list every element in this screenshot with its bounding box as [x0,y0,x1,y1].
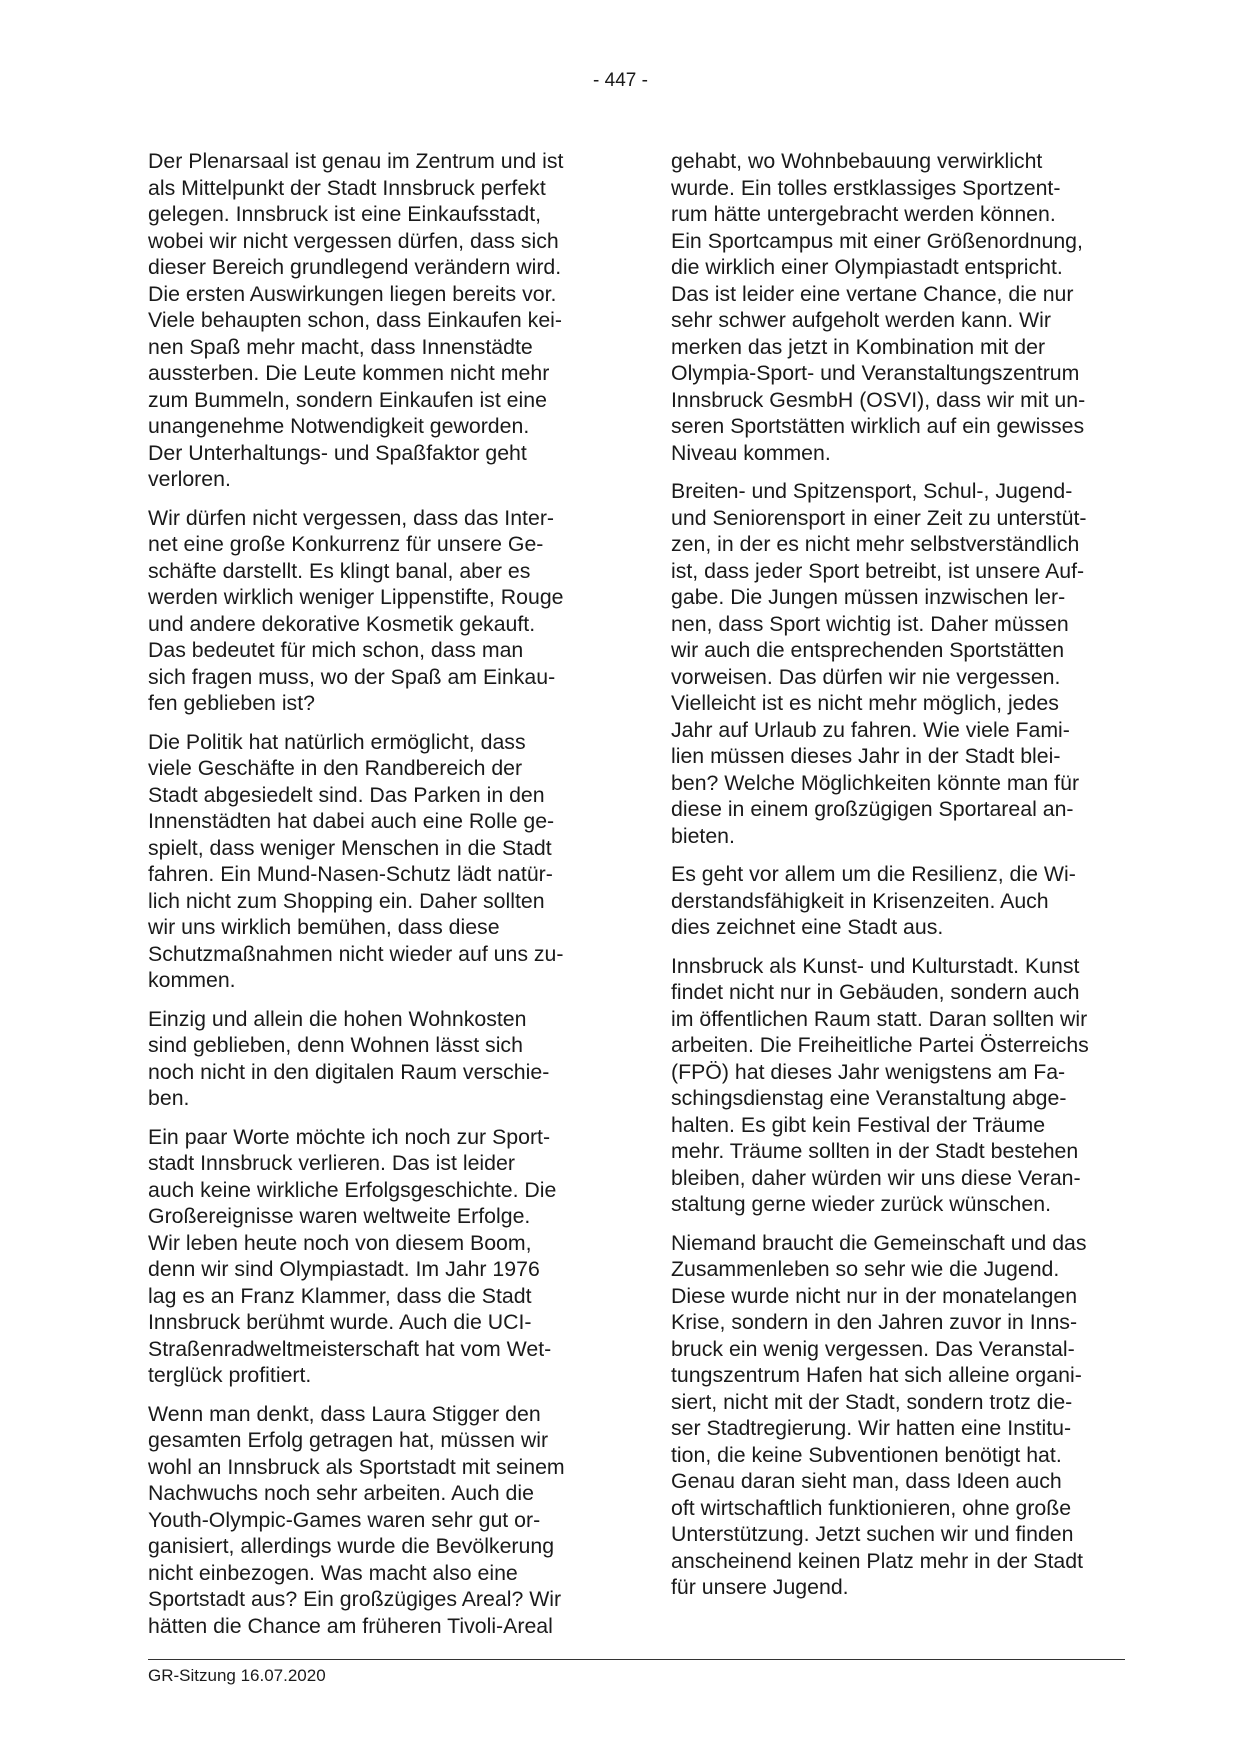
paragraph: Es geht vor allem um die Resilienz, die Wi- derstandsfähigkeit in Krisenzeiten. Auch dies zeichnet eine Stadt aus. [671,862,1076,939]
paragraph: Einzig und allein die hohen Wohnkosten sind geblieben, denn Wohnen lässt sich noch nicht in den digitalen Raum verschie- ben. [148,1006,550,1110]
paragraph: Die Politik hat natürlich ermöglicht, dass viele Geschäfte in den Randbereich der Stadt abgesiedelt sind. Das Parken in den Innenstädten hat dabei auch eine Rolle ge- spielt, dass weniger Menschen in die Stadt fahren. Ein Mund-Nasen-Schutz lädt natür- lich nicht zum Shopping ein. Daher sollten wir uns wirklich bemühen, dass diese Schutzmaßnahmen nicht wieder auf uns zu- kommen. [148,729,564,992]
paragraph: Niemand braucht die Gemeinschaft und das Zusammenleben so sehr wie die Jugend. Diese wurde nicht nur in der monatelangen Krise, sondern in den Jahren zuvor in Inns- bruck ein wenig vergessen. Das Veranstal- tungszentrum Hafen hat sich alleine organi- siert, nicht mit der Stadt, sondern trotz die- ser Stadtregierung. Wir hatten eine Institu- tion, die keine Subventionen benötigt hat. Genau daran sieht man, dass Ideen auch oft wirtschaftlich funktionieren, ohne große Unterstützung. Jetzt suchen wir und finden anscheinend keinen Platz mehr in der Stadt für unsere Jugend. [671,1230,1087,1599]
page-number: - 447 - [593,70,648,91]
left-column [148,148,603,1651]
paragraph: Innsbruck als Kunst- und Kulturstadt. Kunst findet nicht nur in Gebäuden, sondern auch im öffentlichen Raum statt. Daran sollten wir arbeiten. Die Freiheitliche Partei Österreichs (FPÖ) hat dieses Jahr wenigstens am Fa- schingsdienstag eine Veranstaltung abge- halten. Es gibt kein Festival der Träume mehr. Träume sollten in der Stadt bestehen bleiben, daher würden wir uns diese Veran- staltung gerne wieder zurück wünschen. [671,953,1089,1216]
footer-divider [148,1659,1125,1660]
footer-session-date: GR-Sitzung 16.07.2020 [148,1666,326,1685]
paragraph: Der Plenarsaal ist genau im Zentrum und ist als Mittelpunkt der Stadt Innsbruck perfekt gelegen. Innsbruck ist eine Einkaufsstadt, wobei wir nicht vergessen dürfen, dass sich dieser Bereich grundlegend verändern wird. Die ersten Auswirkungen liegen bereits vor. Viele behaupten schon, dass Einkaufen kei- nen Spaß mehr macht, dass Innenstädte aussterben. Die Leute kommen nicht mehr zum Bummeln, sondern Einkaufen ist eine unangenehme Notwendigkeit geworden. Der Unterhaltungs- und Spaßfaktor geht verloren. [148,149,564,491]
paragraph: Ein paar Worte möchte ich noch zur Sport- stadt Innsbruck verlieren. Das ist leider auch keine wirkliche Erfolgsgeschichte. Die Großereignisse waren weltweite Erfolge. Wir leben heute noch von diesem Boom, denn wir sind Olympiastadt. Im Jahr 1976 lag es an Franz Klammer, dass die Stadt Innsbruck berühmt wurde. Auch die UCI- Straßenradweltmeisterschaft hat vom Wet- terglück profitiert. [148,1124,557,1387]
right-column [671,148,1126,1613]
paragraph: Wenn man denkt, dass Laura Stigger den gesamten Erfolg getragen hat, müssen wir wohl an Innsbruck als Sportstadt mit seinem Nachwuchs noch sehr arbeiten. Auch die Youth-Olympic-Games waren sehr gut or- ganisiert, allerdings wurde die Bevölkerung nicht einbezogen. Was macht also eine Sportstadt aus? Ein großzügiges Areal? Wir hätten die Chance am früheren Tivoli-Areal [148,1401,565,1638]
paragraph: gehabt, wo Wohnbebauung verwirklicht wurde. Ein tolles erstklassiges Sportzent- rum hätte untergebracht werden können. Ein Sportcampus mit einer Größenordnung, die wirklich einer Olympiastadt entspricht. Das ist leider eine vertane Chance, die nur sehr schwer aufgeholt werden kann. Wir merken das jetzt in Kombination mit der Olympia-Sport- und Veranstaltungszentrum Innsbruck GesmbH (OSVI), dass wir mit un- seren Sportstätten wirklich auf ein gewisses Niveau kommen. [671,149,1086,465]
paragraph: Wir dürfen nicht vergessen, dass das Inter- net eine große Konkurrenz für unsere Ge- schäfte darstellt. Es klingt banal, aber es werden wirklich weniger Lippenstifte, Rouge und andere dekorative Kosmetik gekauft. Das bedeutet für mich schon, dass man sich fragen muss, wo der Spaß am Einkau- fen geblieben ist? [148,505,564,715]
paragraph: Breiten- und Spitzensport, Schul-, Jugend- und Seniorensport in einer Zeit zu unterstüt- zen, in der es nicht mehr selbstverständlich ist, dass jeder Sport betreibt, ist unsere Auf- gabe. Die Jungen müssen inzwischen ler- nen, dass Sport wichtig ist. Daher müssen wir auch die entsprechenden Sportstätten vorweisen. Das dürfen wir nie vergessen. Vielleicht ist es nicht mehr möglich, jedes Jahr auf Urlaub zu fahren. Wie viele Fami- lien müssen dieses Jahr in der Stadt blei- ben? Welche Möglichkeiten könnte man für diese in einem großzügigen Sportareal an- bieten. [671,479,1087,848]
